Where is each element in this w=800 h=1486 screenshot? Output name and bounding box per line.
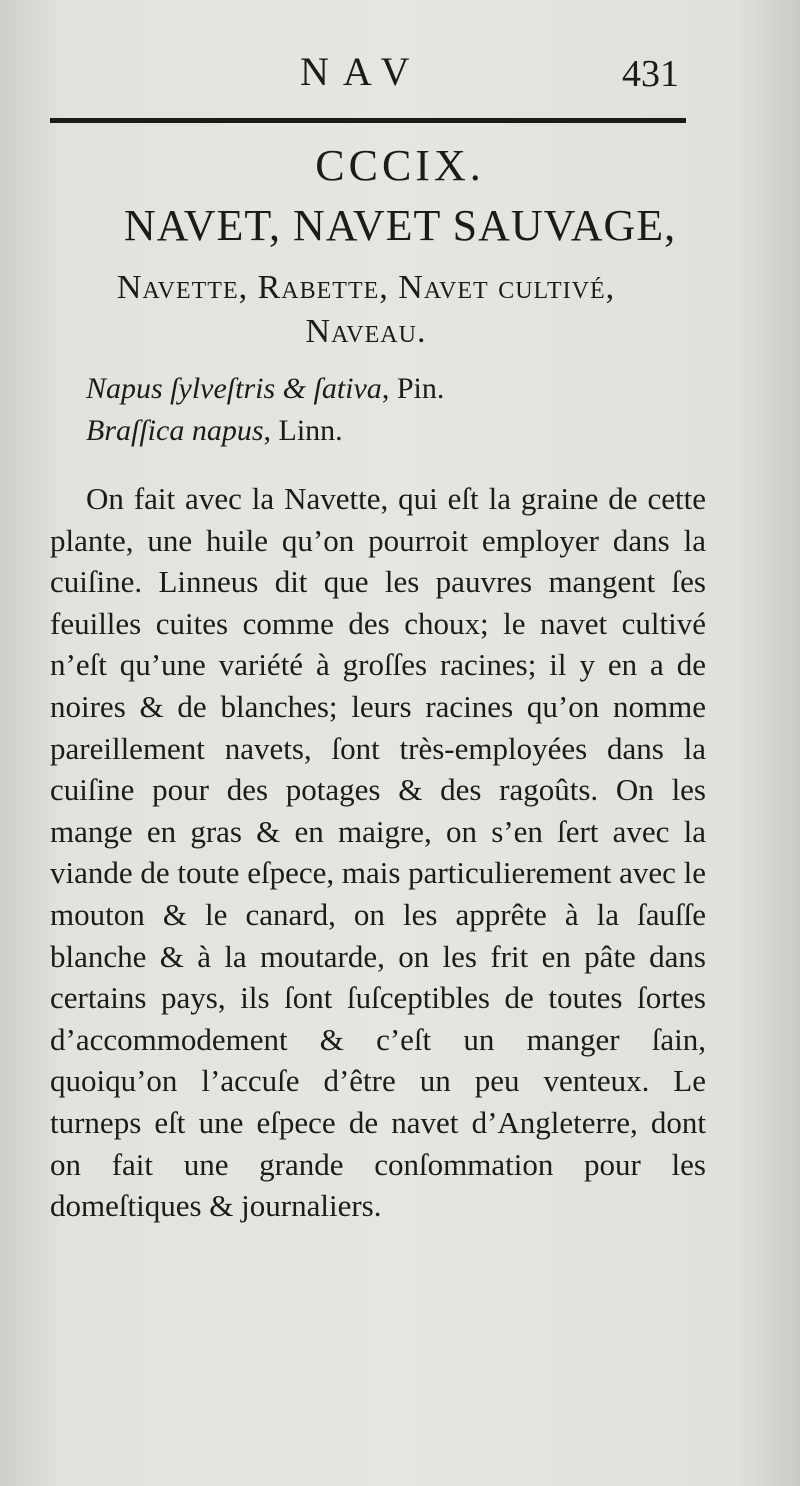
- synonym-line: [86, 368, 444, 410]
- running-head: [0, 48, 800, 98]
- latin-name: Napus ſylveſtris & ſativa: [86, 372, 382, 405]
- article-headword: NAVET, NAVET SAUVAGE,: [123, 201, 677, 250]
- header-rule: [50, 118, 686, 123]
- authority: , Pin.: [381, 372, 445, 405]
- article-body: [50, 478, 706, 1227]
- page-number: 431: [622, 53, 679, 95]
- botanical-synonyms: [86, 368, 444, 452]
- latin-name: Braſſica napus: [86, 414, 264, 447]
- subheads-line-2: Naveau.: [305, 313, 427, 350]
- body-paragraph: On fait avec la Navette, qui eſt la graine de cette plante, une huile qu’on pourroit employer dans la cuiſine. Linneus dit que les pauvres mangent ſes feuilles cuites comme des choux; le navet cultivé n’eſt qu’une variété à groſſes racines; il y en a de noires & de blanches; leurs racines qu’on nomme pareillement navets, ſont très-employées dans la cuiſine pour des potages & des ragoûts. On les mange en gras & en maigre, on s’en ſert avec la viande de toute eſpece, mais particulierement avec le mouton & le canard, on les apprête à la ſauſſe blanche & à la moutarde, on les frit en pâte dans certains pays, ils ſont ſuſceptibles de toutes ſortes d’accommodement & c’eſt un manger ſain, quoiqu’on l’accuſe d’être un peu venteux. Le turneps eſt une eſpece de navet d’Angleterre, dont on fait une grande conſommation pour les domeſtiques & journaliers.: [50, 481, 706, 1224]
- article-subheads: [36, 266, 696, 354]
- synonym-line: [86, 410, 444, 452]
- authority: , Linn.: [263, 414, 343, 447]
- chapter-number: CCCIX.: [315, 141, 485, 190]
- subheads-line-1: Navette, Rabette, Navet cultivé,: [116, 269, 616, 306]
- running-title: NAV: [300, 49, 424, 94]
